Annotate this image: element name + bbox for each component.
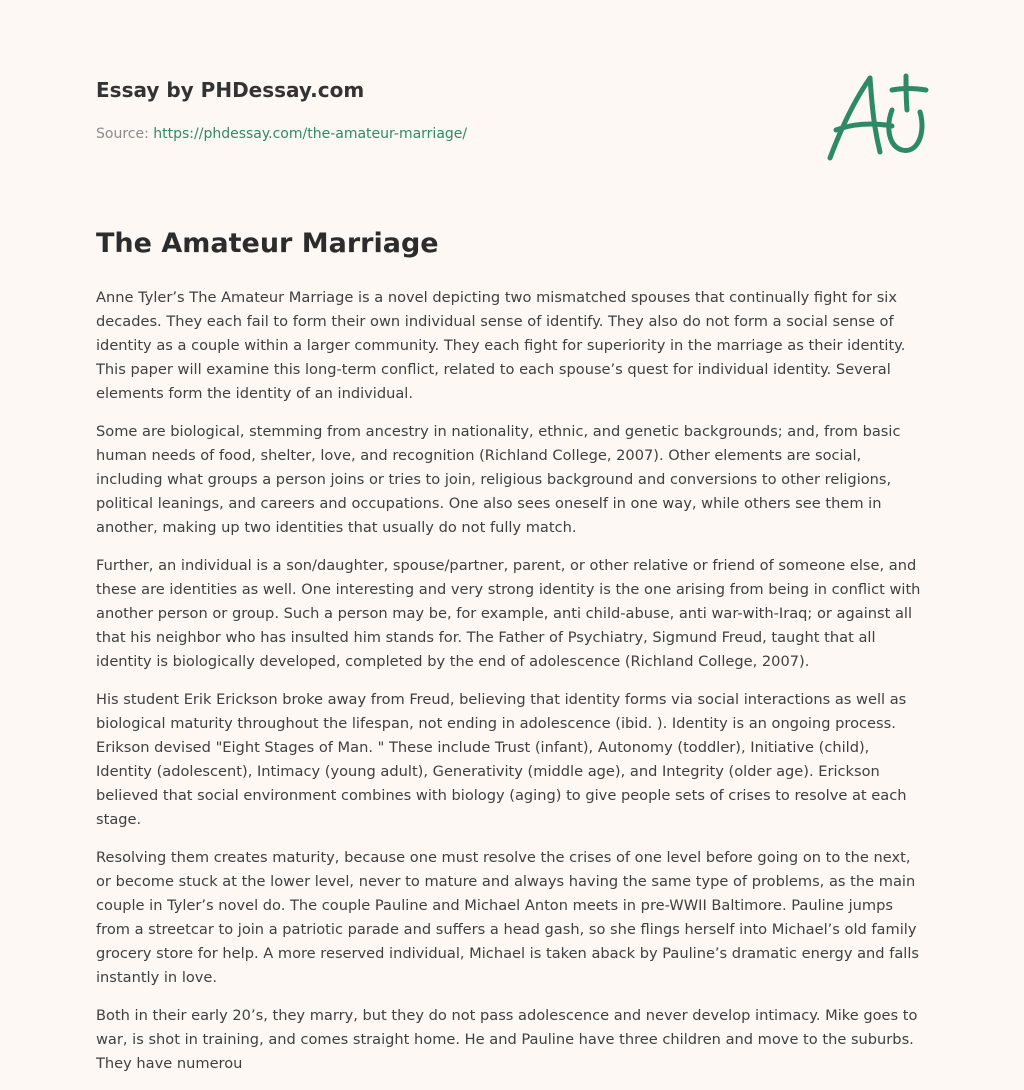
essay-body: [96, 286, 928, 1090]
essay-paragraph: Some are biological, stemming from ancestry in nationality, ethnic, and genetic backgrounds; and, from basic human needs of food, shelter, love, and recognition (Richland College, 2007). Other elements are social, including what groups a person joins or tries to join, religious background and conversions to other religions, political leanings, and careers and occupations. One also sees oneself in one way, while others see them in another, making up two identities that usually do not fully match.: [96, 423, 901, 536]
essay-title: The Amateur Marriage: [96, 228, 439, 259]
essay-paragraph: Anne Tyler’s The Amateur Marriage is a novel depicting two mismatched spouses that continually fight for six decades. They each fail to form their own individual sense of identify. They also do not form a social sense of identity as a couple within a larger community. They each fight for superiority in the marriage as their identity. This paper will examine this long-term conflict, related to each spouse’s quest for individual identity. Several elements form the identity of an individual.: [96, 289, 906, 402]
essay-paragraph: His student Erik Erickson broke away from Freud, believing that identity forms via social interactions as well as biological maturity throughout the lifespan, not ending in adolescence (ibid. ). Identity is an ongoing process. Erikson devised "Eight Stages of Man. " These include Trust (infant), Autonomy (toddler), Initiative (child), Identity (adolescent), Intimacy (young adult), Generativity (middle age), and Integrity (older age). Erickson believed that social environment combines with biology (aging) to give people sets of crises to resolve at each stage.: [96, 691, 907, 828]
a-plus-grade-icon: [822, 66, 932, 166]
source-line: [96, 124, 796, 144]
essay-paragraph: Further, an individual is a son/daughter, spouse/partner, parent, or other relative or friend of someone else, and these are identities as well. One interesting and very strong identity is the one arising from being in conflict with another person or group. Such a person may be, for example, anti child-abuse, anti war-with-Iraq; or against all that his neighbor who has insulted him stands for. The Father of Psychiatry, Sigmund Freud, taught that all identity is biologically developed, completed by the end of adolescence (Richland College, 2007).: [96, 557, 921, 670]
site-header: [96, 76, 796, 144]
site-brand: Essay by PHDessay.com: [96, 78, 365, 102]
essay-paragraph: Resolving them creates maturity, because one must resolve the crises of one level before going on to the next, or become stuck at the lower level, never to mature and always having the same type of problems, as the main couple in Tyler’s novel do. The couple Pauline and Michael Anton meets in pre-WWII Baltimore. Pauline jumps from a streetcar to join a patriotic parade and suffers a head gash, so she flings herself into Michael’s old family grocery store for help. A more reserved individual, Michael is taken aback by Pauline’s dramatic energy and falls instantly in love.: [96, 849, 919, 986]
source-link[interactable]: https://phdessay.com/the-amateur-marriage/: [153, 126, 468, 142]
source-label: Source:: [96, 126, 154, 142]
essay-paragraph: Both in their early 20’s, they marry, but they do not pass adolescence and never develop intimacy. Mike goes to war, is shot in training, and comes straight home. He and Pauline have three children and move to the suburbs. They have numerou: [96, 1007, 918, 1072]
